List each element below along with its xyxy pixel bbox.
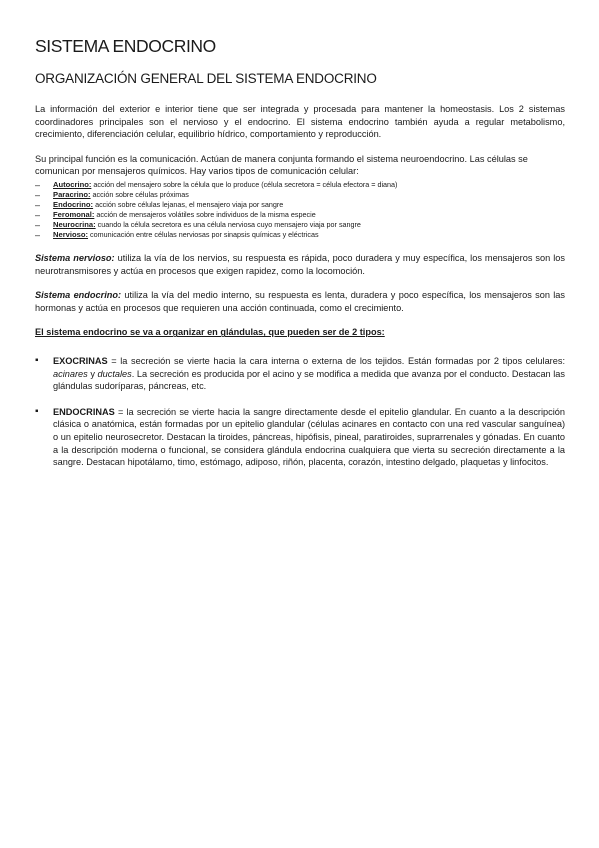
endocrine-system-term: Sistema endocrino: xyxy=(35,290,122,301)
dash-marker: – xyxy=(35,199,41,210)
glands-heading: El sistema endocrino se va a organizar en glándulas, que pueden ser de 2 tipos: xyxy=(35,327,385,338)
list-item xyxy=(35,190,565,200)
term: Paracrino: xyxy=(53,189,91,199)
term-description: acción sobre células próximas xyxy=(90,189,189,199)
endocrinas-term: ENDOCRINAS xyxy=(53,406,115,417)
page-title: SISTEMA ENDOCRINO xyxy=(35,36,216,56)
exocrinas-text: . La secreción es producida por el acino y se modifica a medida que avanza por el conducto. Destacan las glándulas sudoríparas, páncreas, etc. xyxy=(53,368,566,392)
dash-marker: – xyxy=(35,189,41,200)
endocrinas-text: = la secreción se vierte hacia la sangre directamente desde el epitelio glandular. En cuanto a la descripción clásica o anatómica, están formadas por un epitelio glandular (células acinares en contacto con una red vascular sanguínea) o un epitelio neurosecretor. Destacan la tiroides, páncreas, hipófisis, pineal, paratiroides, suprarrenales y gónadas. En cuanto a la descripción moderna o funcional, se considera glándula endocrina cualquiera que vierta su secreción directamente a la sangre. Destacan hipotálamo, timo, estómago, adiposo, riñón, placenta, corazón, intestino delgado, plaquetas y linfocitos. xyxy=(53,406,565,468)
dash-marker: – xyxy=(35,229,41,240)
bullet-marker: ▪ xyxy=(35,405,39,417)
list-item xyxy=(35,180,565,190)
list-item xyxy=(35,230,565,240)
document-page xyxy=(35,36,565,469)
term: Nervioso: xyxy=(53,229,89,239)
exocrinas-text: y xyxy=(87,368,98,379)
term-description: comunicación entre células nerviosas por sinapsis químicas y eléctricas xyxy=(88,229,319,239)
nervous-system-text: utiliza la vía de los nervios, su respuesta es rápida, poco duradera y muy específica, los mensajeros son los neurotransmisores y actúa en procesos que exigen rapidez, como la locomoción. xyxy=(35,252,565,276)
term-description: acción del mensajero sobre la célula que lo produce (célula secretora = célula efectora = diana) xyxy=(91,179,398,189)
list-item-endocrinas xyxy=(35,406,565,469)
gland-types-list xyxy=(35,355,565,469)
ductales-term: ductales xyxy=(97,368,132,379)
endocrine-system-text: utiliza la vía del medio interno, su respuesta es lenta, duradera y poco específica, los mensajeros son las hormonas y actúa en procesos que requieren una acción continuada, como el crecimiento. xyxy=(35,290,565,313)
communication-paragraph: Su principal función es la comunicación. Actúan de manera conjunta formando el sistema neuroendocrino. Las células se comunican por mensajeros químicos. Hay varios tipos de comunicación celular: xyxy=(35,153,528,177)
acinares-term: acinares xyxy=(53,368,88,379)
list-item xyxy=(35,210,565,220)
term-description: acción sobre células lejanas, el mensajero viaja por sangre xyxy=(93,199,284,209)
term: Neurocrina: xyxy=(53,219,96,229)
bullet-marker: ▪ xyxy=(35,354,39,366)
section-heading: ORGANIZACIÓN GENERAL DEL SISTEMA ENDOCRINO xyxy=(35,71,377,86)
exocrinas-text: = la secreción se vierte hacia la cara interna o externa de los tejidos. Están formadas por 2 tipos celulares: xyxy=(107,355,565,366)
list-item-exocrinas xyxy=(35,355,565,393)
list-item xyxy=(35,220,565,230)
intro-paragraph: La información del exterior e interior tiene que ser integrada y procesada para mantener la homeostasis. Los 2 sistemas coordinadores principales son el nervioso y el endocrino. El sistema endocrino también ayuda a regular metabolismo, crecimiento, diferenciación celular, equilibrio hídrico, comportamiento y reproducción. xyxy=(35,104,565,140)
dash-marker: – xyxy=(35,219,41,230)
term: Autocrino: xyxy=(53,179,92,189)
nervous-system-paragraph xyxy=(35,252,565,277)
list-item xyxy=(35,200,565,210)
term: Feromonal: xyxy=(53,209,95,219)
endocrine-system-paragraph xyxy=(35,289,565,314)
communication-types-list xyxy=(35,180,565,240)
term: Endocrino: xyxy=(53,199,94,209)
dash-marker: – xyxy=(35,179,41,190)
term-description: cuando la célula secretora es una célula nerviosa cuyo mensajero viaja por sangre xyxy=(95,219,361,229)
exocrinas-term: EXOCRINAS xyxy=(53,355,108,366)
term-description: acción de mensajeros volátiles sobre individuos de la misma especie xyxy=(94,209,316,219)
dash-marker: – xyxy=(35,209,41,220)
nervous-system-term: Sistema nervioso: xyxy=(35,252,115,263)
